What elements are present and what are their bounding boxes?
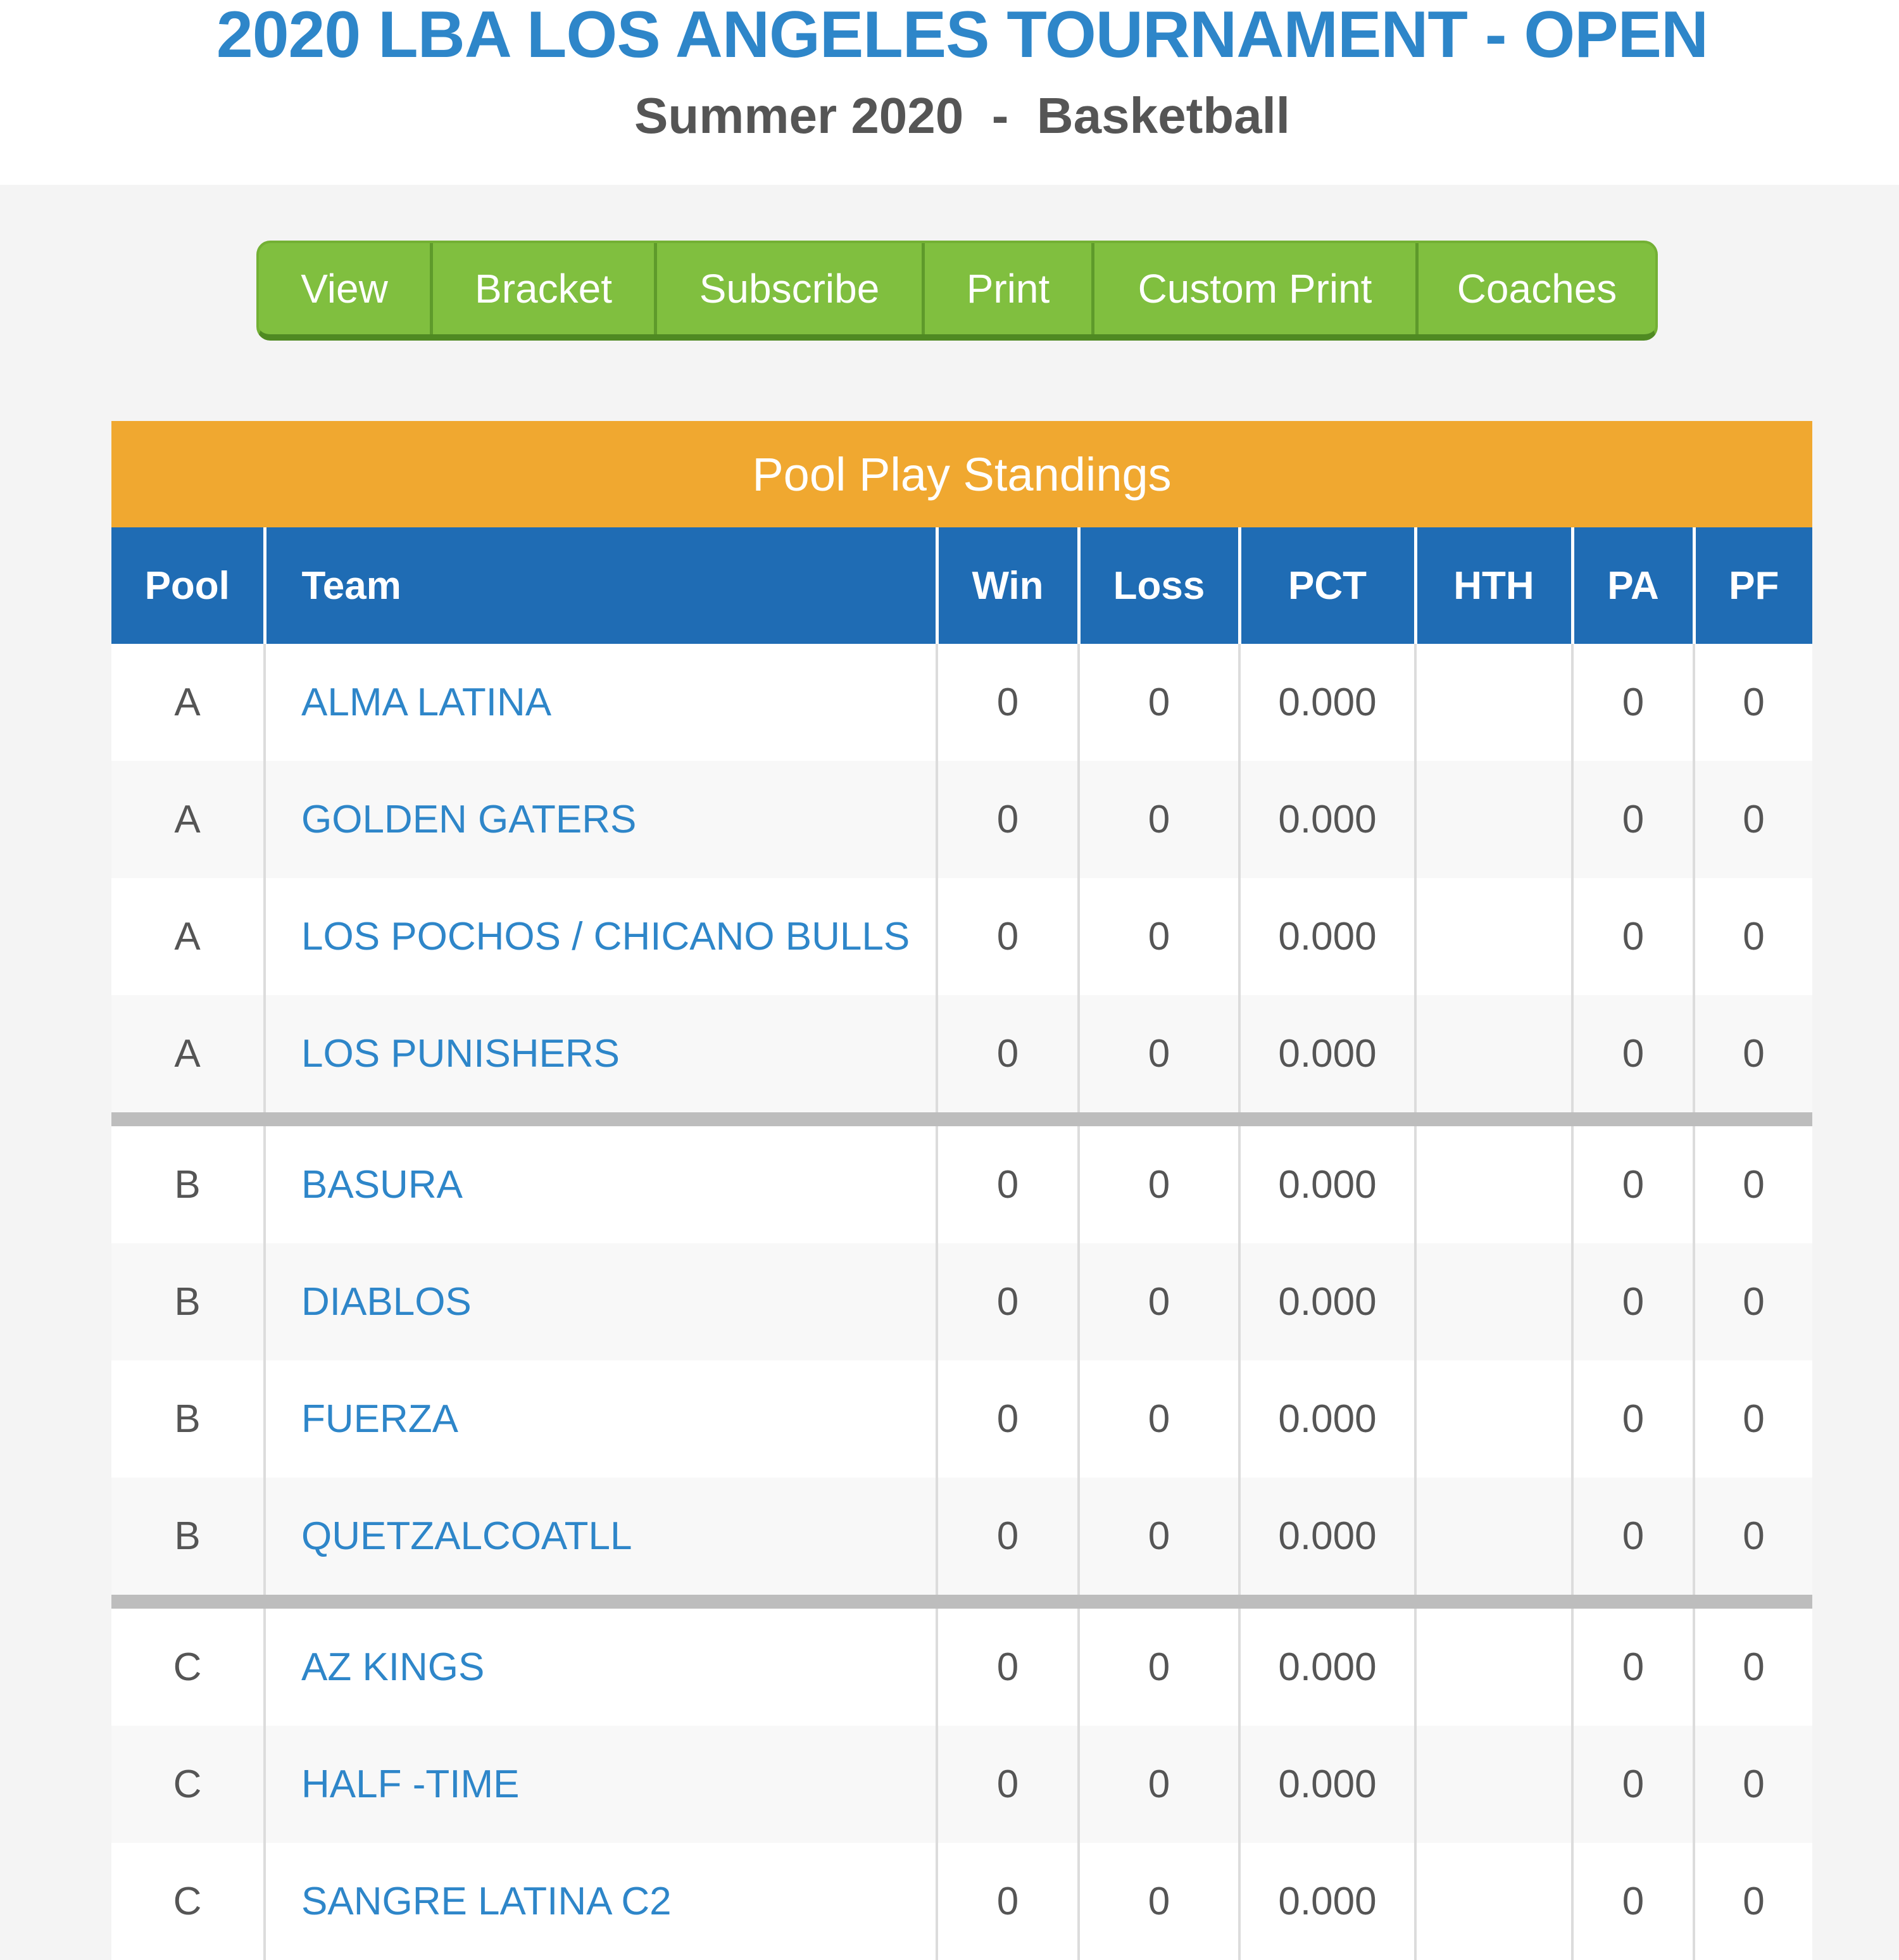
team-link[interactable]: ALMA LATINA [265, 644, 937, 761]
pct-cell: 0.000 [1239, 761, 1415, 878]
pool-cell: A [111, 878, 265, 995]
loss-cell: 0 [1079, 1478, 1239, 1602]
pa-cell: 0 [1572, 1843, 1694, 1960]
page-header [0, 0, 1899, 185]
win-cell: 0 [937, 1119, 1079, 1243]
pct-cell: 0.000 [1239, 995, 1415, 1119]
win-cell: 0 [937, 1243, 1079, 1360]
bracket-button[interactable]: Bracket [433, 243, 657, 334]
custom-print-button[interactable]: Custom Print [1094, 243, 1419, 334]
pa-cell: 0 [1572, 1360, 1694, 1478]
pf-cell: 0 [1694, 1478, 1812, 1602]
pf-cell: 0 [1694, 1602, 1812, 1726]
loss-cell: 0 [1079, 1726, 1239, 1843]
table-row [111, 1726, 1812, 1843]
pct-cell: 0.000 [1239, 644, 1415, 761]
pct-cell: 0.000 [1239, 878, 1415, 995]
win-cell: 0 [937, 1843, 1079, 1960]
column-header-loss[interactable]: Loss [1079, 527, 1239, 644]
team-link[interactable]: HALF -TIME [265, 1726, 937, 1843]
tournament-subtitle: Summer 2020 - Basketball [634, 87, 1291, 144]
hth-cell [1415, 878, 1572, 995]
table-row [111, 644, 1812, 761]
pool-cell: C [111, 1726, 265, 1843]
tournament-title: 2020 LBA LOS ANGELES TOURNAMENT - OPEN [216, 0, 1708, 72]
table-row [111, 1843, 1812, 1960]
pool-cell: B [111, 1360, 265, 1478]
pool-cell: C [111, 1843, 265, 1960]
pool-cell: B [111, 1243, 265, 1360]
pf-cell: 0 [1694, 644, 1812, 761]
column-header-win[interactable]: Win [937, 527, 1079, 644]
hth-cell [1415, 995, 1572, 1119]
standings-title: Pool Play Standings [111, 421, 1812, 527]
hth-cell [1415, 1478, 1572, 1602]
team-link[interactable]: SANGRE LATINA C2 [265, 1843, 937, 1960]
pa-cell: 0 [1572, 1602, 1694, 1726]
pool-cell: C [111, 1602, 265, 1726]
pct-cell: 0.000 [1239, 1478, 1415, 1602]
loss-cell: 0 [1079, 995, 1239, 1119]
table-row [111, 878, 1812, 995]
pct-cell: 0.000 [1239, 1119, 1415, 1243]
column-header-team[interactable]: Team [265, 527, 937, 644]
team-link[interactable]: DIABLOS [265, 1243, 937, 1360]
pf-cell: 0 [1694, 1843, 1812, 1960]
coaches-button[interactable]: Coaches [1457, 266, 1617, 311]
pa-cell: 0 [1572, 644, 1694, 761]
win-cell: 0 [937, 1602, 1079, 1726]
table-row [111, 1478, 1812, 1602]
pa-cell: 0 [1572, 1119, 1694, 1243]
win-cell: 0 [937, 644, 1079, 761]
hth-cell [1415, 1119, 1572, 1243]
hth-cell [1415, 1602, 1572, 1726]
hth-cell [1415, 761, 1572, 878]
table-row [111, 995, 1812, 1119]
hth-cell [1415, 644, 1572, 761]
loss-cell: 0 [1079, 1360, 1239, 1478]
pf-cell: 0 [1694, 1360, 1812, 1478]
hth-cell [1415, 1726, 1572, 1843]
pa-cell: 0 [1572, 1243, 1694, 1360]
standings-header-row [111, 527, 1812, 644]
loss-cell: 0 [1079, 761, 1239, 878]
pool-cell: B [111, 1119, 265, 1243]
view-button[interactable]: View [259, 243, 433, 334]
standings-table [111, 527, 1812, 1960]
pf-cell: 0 [1694, 761, 1812, 878]
column-header-pa[interactable]: PA [1572, 527, 1694, 644]
pf-cell: 0 [1694, 1119, 1812, 1243]
table-row [111, 761, 1812, 878]
win-cell: 0 [937, 761, 1079, 878]
team-link[interactable]: GOLDEN GATERS [265, 761, 937, 878]
team-link[interactable]: LOS POCHOS / CHICANO BULLS [265, 878, 937, 995]
loss-cell: 0 [1079, 1843, 1239, 1960]
hth-cell [1415, 1243, 1572, 1360]
loss-cell: 0 [1079, 1602, 1239, 1726]
column-header-pct[interactable]: PCT [1239, 527, 1415, 644]
table-row [111, 1360, 1812, 1478]
team-link[interactable]: LOS PUNISHERS [265, 995, 937, 1119]
action-nav [256, 241, 1658, 341]
team-link[interactable]: BASURA [265, 1119, 937, 1243]
pf-cell: 0 [1694, 1243, 1812, 1360]
pa-cell: 0 [1572, 995, 1694, 1119]
pct-cell: 0.000 [1239, 1360, 1415, 1478]
pct-cell: 0.000 [1239, 1726, 1415, 1843]
pa-cell: 0 [1572, 1726, 1694, 1843]
win-cell: 0 [937, 1726, 1079, 1843]
pf-cell: 0 [1694, 1726, 1812, 1843]
win-cell: 0 [937, 995, 1079, 1119]
team-link[interactable]: FUERZA [265, 1360, 937, 1478]
print-button[interactable]: Print [925, 243, 1094, 334]
column-header-hth[interactable]: HTH [1415, 527, 1572, 644]
pf-cell: 0 [1694, 995, 1812, 1119]
table-row [111, 1119, 1812, 1243]
pool-cell: A [111, 995, 265, 1119]
pool-play-standings [111, 421, 1812, 1960]
pct-cell: 0.000 [1239, 1602, 1415, 1726]
win-cell: 0 [937, 878, 1079, 995]
loss-cell: 0 [1079, 1119, 1239, 1243]
table-row [111, 1243, 1812, 1360]
win-cell: 0 [937, 1478, 1079, 1602]
loss-cell: 0 [1079, 878, 1239, 995]
pct-cell: 0.000 [1239, 1843, 1415, 1960]
pf-cell: 0 [1694, 878, 1812, 995]
column-header-pool[interactable]: Pool [111, 527, 265, 644]
pool-cell: A [111, 761, 265, 878]
loss-cell: 0 [1079, 1243, 1239, 1360]
subscribe-button[interactable]: Subscribe [657, 243, 925, 334]
hth-cell [1415, 1843, 1572, 1960]
pct-cell: 0.000 [1239, 1243, 1415, 1360]
loss-cell: 0 [1079, 644, 1239, 761]
hth-cell [1415, 1360, 1572, 1478]
table-row [111, 1602, 1812, 1726]
pa-cell: 0 [1572, 1478, 1694, 1602]
pa-cell: 0 [1572, 878, 1694, 995]
pool-cell: A [111, 644, 265, 761]
team-link[interactable]: QUETZALCOATLL [265, 1478, 937, 1602]
team-link[interactable]: AZ KINGS [265, 1602, 937, 1726]
pool-cell: B [111, 1478, 265, 1602]
pa-cell: 0 [1572, 761, 1694, 878]
column-header-pf[interactable]: PF [1694, 527, 1812, 644]
win-cell: 0 [937, 1360, 1079, 1478]
